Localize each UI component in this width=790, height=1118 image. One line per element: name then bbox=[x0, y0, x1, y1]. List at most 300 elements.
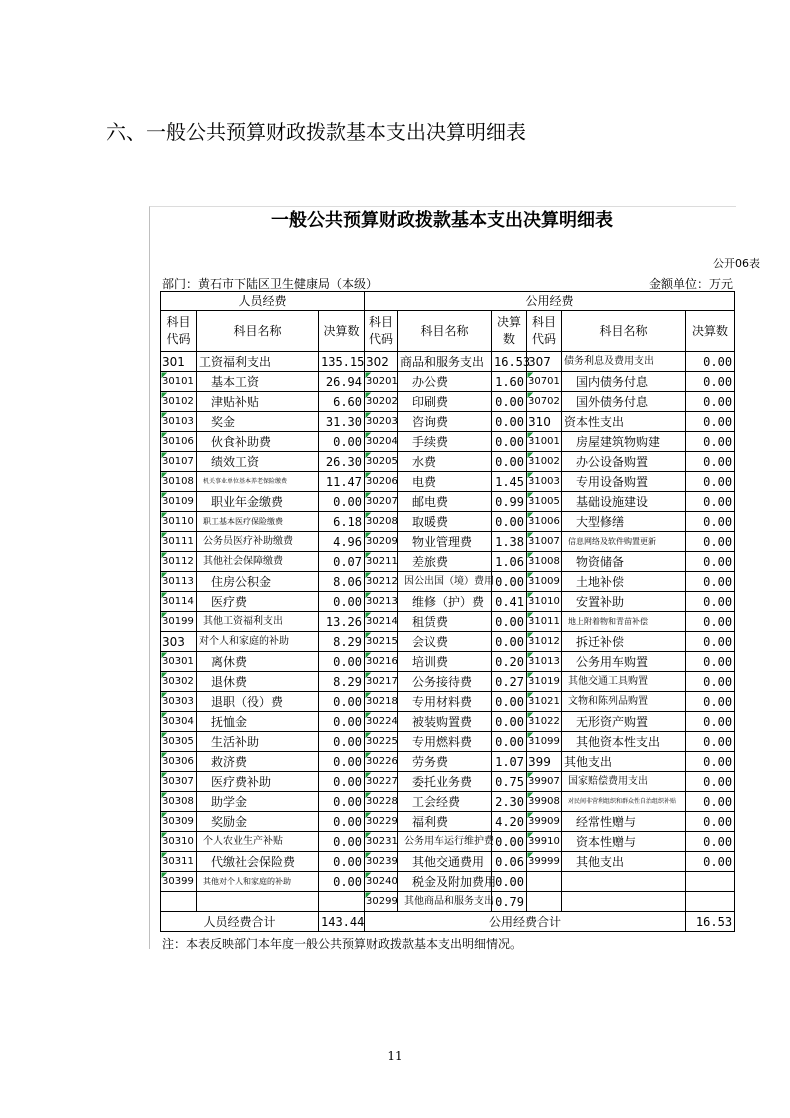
table-row bbox=[161, 412, 735, 432]
personnel-total-amount: 143.44 bbox=[319, 912, 365, 932]
amount-cell: 0.00 bbox=[686, 712, 735, 732]
personnel-total-label: 人员经费合计 bbox=[161, 912, 319, 932]
amount-cell: 1.60 bbox=[492, 372, 527, 392]
code-cell: 30203 bbox=[365, 412, 398, 432]
name-cell bbox=[562, 892, 686, 912]
amount-cell: 0.00 bbox=[686, 652, 735, 672]
totals-row bbox=[161, 912, 735, 932]
amount-cell: 1.38 bbox=[492, 532, 527, 552]
name-cell: 其他商品和服务支出 bbox=[398, 892, 492, 912]
name-cell: 信息网络及软件购置更新 bbox=[562, 532, 686, 552]
table-row bbox=[161, 532, 735, 552]
col-header-amount: 决算数 bbox=[686, 311, 735, 352]
name-cell: 代缴社会保险费 bbox=[197, 852, 319, 872]
table-row bbox=[161, 512, 735, 532]
amount-cell: 0.07 bbox=[319, 552, 365, 572]
amount-cell: 0.00 bbox=[492, 712, 527, 732]
department-label: 部门：黄石市下陆区卫生健康局（本级） bbox=[162, 277, 379, 291]
code-cell: 30311 bbox=[161, 852, 197, 872]
name-cell: 工会经费 bbox=[398, 792, 492, 812]
amount-cell: 0.00 bbox=[492, 872, 527, 892]
table-row bbox=[161, 572, 735, 592]
name-cell: 维修（护）费 bbox=[398, 592, 492, 612]
table-row bbox=[161, 712, 735, 732]
name-cell: 专用燃料费 bbox=[398, 732, 492, 752]
code-cell: 30217 bbox=[365, 672, 398, 692]
amount-cell: 0.00 bbox=[492, 692, 527, 712]
code-cell: 39999 bbox=[527, 852, 562, 872]
name-cell: 安置补助 bbox=[562, 592, 686, 612]
table-row bbox=[161, 732, 735, 752]
name-cell: 救济费 bbox=[197, 752, 319, 772]
table-note: 注：本表反映部门本年度一般公共预算财政拨款基本支出明细情况。 bbox=[162, 937, 523, 951]
code-cell: 30218 bbox=[365, 692, 398, 712]
amount-cell: 0.00 bbox=[319, 772, 365, 792]
amount-cell: 1.06 bbox=[492, 552, 527, 572]
amount-cell: 135.15 bbox=[319, 352, 365, 372]
code-cell: 301 bbox=[161, 352, 197, 372]
name-cell: 公务员医疗补助缴费 bbox=[197, 532, 319, 552]
amount-cell: 0.00 bbox=[686, 372, 735, 392]
name-cell: 税金及附加费用 bbox=[398, 872, 492, 892]
table-row bbox=[161, 752, 735, 772]
table-row bbox=[161, 772, 735, 792]
name-cell: 其他交通工具购置 bbox=[562, 672, 686, 692]
amount-cell: 0.00 bbox=[686, 412, 735, 432]
code-cell: 30215 bbox=[365, 632, 398, 652]
name-cell: 手续费 bbox=[398, 432, 492, 452]
amount-cell: 0.00 bbox=[319, 872, 365, 892]
amount-cell: 26.94 bbox=[319, 372, 365, 392]
amount-cell: 0.00 bbox=[492, 832, 527, 852]
name-cell: 医疗费补助 bbox=[197, 772, 319, 792]
amount-cell: 0.00 bbox=[492, 452, 527, 472]
name-cell: 物资储备 bbox=[562, 552, 686, 572]
name-cell: 个人农业生产补贴 bbox=[197, 832, 319, 852]
table-row bbox=[161, 672, 735, 692]
name-cell: 公务用车购置 bbox=[562, 652, 686, 672]
col-header-amount: 决算数 bbox=[492, 311, 527, 352]
name-cell: 其他对个人和家庭的补助 bbox=[197, 872, 319, 892]
name-cell: 物业管理费 bbox=[398, 532, 492, 552]
col-header-name: 科目名称 bbox=[197, 311, 319, 352]
name-cell: 租赁费 bbox=[398, 612, 492, 632]
name-cell: 办公设备购置 bbox=[562, 452, 686, 472]
amount-cell: 13.26 bbox=[319, 612, 365, 632]
name-cell: 因公出国（境）费用 bbox=[398, 572, 492, 592]
table-row bbox=[161, 492, 735, 512]
amount-cell: 0.00 bbox=[686, 532, 735, 552]
code-cell: 30216 bbox=[365, 652, 398, 672]
code-cell: 30205 bbox=[365, 452, 398, 472]
code-cell: 30240 bbox=[365, 872, 398, 892]
code-cell: 31001 bbox=[527, 432, 562, 452]
amount-cell: 0.00 bbox=[686, 612, 735, 632]
amount-cell: 0.00 bbox=[686, 792, 735, 812]
code-cell: 30207 bbox=[365, 492, 398, 512]
table-row bbox=[161, 592, 735, 612]
code-cell: 31002 bbox=[527, 452, 562, 472]
code-cell: 39908 bbox=[527, 792, 562, 812]
code-cell: 30112 bbox=[161, 552, 197, 572]
expenditure-table bbox=[160, 291, 735, 932]
name-cell: 奖金 bbox=[197, 412, 319, 432]
name-cell: 其他支出 bbox=[562, 852, 686, 872]
code-cell bbox=[527, 892, 562, 912]
code-cell: 39907 bbox=[527, 772, 562, 792]
public-total-amount: 16.53 bbox=[686, 912, 735, 932]
amount-cell: 0.00 bbox=[686, 472, 735, 492]
name-cell: 差旅费 bbox=[398, 552, 492, 572]
name-cell: 抚恤金 bbox=[197, 712, 319, 732]
table-row bbox=[161, 832, 735, 852]
col-header-code: 科目代码 bbox=[527, 311, 562, 352]
group-header-personnel: 人员经费 bbox=[161, 292, 365, 311]
code-cell: 30226 bbox=[365, 752, 398, 772]
name-cell: 无形资产购置 bbox=[562, 712, 686, 732]
code-cell: 30201 bbox=[365, 372, 398, 392]
amount-cell: 0.00 bbox=[492, 392, 527, 412]
amount-cell: 0.00 bbox=[319, 752, 365, 772]
code-cell: 30306 bbox=[161, 752, 197, 772]
amount-cell: 0.06 bbox=[492, 852, 527, 872]
name-cell: 其他资本性支出 bbox=[562, 732, 686, 752]
amount-cell: 0.00 bbox=[492, 432, 527, 452]
code-cell: 30309 bbox=[161, 812, 197, 832]
name-cell: 职工基本医疗保险缴费 bbox=[197, 512, 319, 532]
code-cell: 30310 bbox=[161, 832, 197, 852]
code-cell: 30114 bbox=[161, 592, 197, 612]
code-cell: 31012 bbox=[527, 632, 562, 652]
amount-cell: 0.00 bbox=[492, 412, 527, 432]
code-cell: 30113 bbox=[161, 572, 197, 592]
code-cell: 31007 bbox=[527, 532, 562, 552]
code-cell: 30111 bbox=[161, 532, 197, 552]
table-row bbox=[161, 812, 735, 832]
name-cell: 经常性赠与 bbox=[562, 812, 686, 832]
name-cell: 其他支出 bbox=[562, 752, 686, 772]
amount-cell: 0.00 bbox=[319, 832, 365, 852]
amount-cell: 0.00 bbox=[492, 612, 527, 632]
unit-label: 金额单位：万元 bbox=[648, 277, 733, 291]
amount-cell: 0.99 bbox=[492, 492, 527, 512]
amount-cell: 0.00 bbox=[319, 732, 365, 752]
name-cell: 基本工资 bbox=[197, 372, 319, 392]
code-cell: 30102 bbox=[161, 392, 197, 412]
code-cell: 30304 bbox=[161, 712, 197, 732]
amount-cell: 0.00 bbox=[686, 852, 735, 872]
name-cell bbox=[197, 892, 319, 912]
amount-cell: 2.30 bbox=[492, 792, 527, 812]
col-header-name: 科目名称 bbox=[398, 311, 492, 352]
name-cell: 专用材料费 bbox=[398, 692, 492, 712]
code-cell: 30202 bbox=[365, 392, 398, 412]
amount-cell: 8.29 bbox=[319, 632, 365, 652]
name-cell: 退职（役）费 bbox=[197, 692, 319, 712]
name-cell: 国外债务付息 bbox=[562, 392, 686, 412]
amount-cell: 0.00 bbox=[686, 732, 735, 752]
name-cell: 商品和服务支出 bbox=[398, 352, 492, 372]
table-row bbox=[161, 632, 735, 652]
code-cell: 30302 bbox=[161, 672, 197, 692]
code-cell: 31011 bbox=[527, 612, 562, 632]
name-cell: 其他社会保障缴费 bbox=[197, 552, 319, 572]
name-cell: 离休费 bbox=[197, 652, 319, 672]
name-cell: 委托业务费 bbox=[398, 772, 492, 792]
amount-cell: 0.75 bbox=[492, 772, 527, 792]
name-cell: 文物和陈列品购置 bbox=[562, 692, 686, 712]
table-title: 一般公共预算财政拨款基本支出决算明细表 bbox=[271, 210, 613, 231]
name-cell: 国家赔偿费用支出 bbox=[562, 772, 686, 792]
name-cell: 其他交通费用 bbox=[398, 852, 492, 872]
code-cell: 31099 bbox=[527, 732, 562, 752]
name-cell: 退休费 bbox=[197, 672, 319, 692]
amount-cell: 0.00 bbox=[492, 732, 527, 752]
name-cell: 办公费 bbox=[398, 372, 492, 392]
amount-cell: 0.00 bbox=[686, 452, 735, 472]
code-cell: 30307 bbox=[161, 772, 197, 792]
amount-cell: 0.00 bbox=[686, 692, 735, 712]
code-cell: 30107 bbox=[161, 452, 197, 472]
amount-cell: 0.00 bbox=[319, 712, 365, 732]
table-row bbox=[161, 892, 735, 912]
amount-cell: 0.00 bbox=[686, 772, 735, 792]
code-cell: 307 bbox=[527, 352, 562, 372]
code-cell: 30206 bbox=[365, 472, 398, 492]
name-cell: 专用设备购置 bbox=[562, 472, 686, 492]
group-header-public: 公用经费 bbox=[365, 292, 735, 311]
name-cell: 公务接待费 bbox=[398, 672, 492, 692]
name-cell: 绩效工资 bbox=[197, 452, 319, 472]
table-row bbox=[161, 372, 735, 392]
amount-cell: 0.00 bbox=[492, 572, 527, 592]
code-cell bbox=[527, 872, 562, 892]
name-cell: 土地补偿 bbox=[562, 572, 686, 592]
table-row bbox=[161, 432, 735, 452]
name-cell: 职业年金缴费 bbox=[197, 492, 319, 512]
name-cell: 被装购置费 bbox=[398, 712, 492, 732]
code-cell: 30211 bbox=[365, 552, 398, 572]
amount-cell: 6.60 bbox=[319, 392, 365, 412]
name-cell: 基础设施建设 bbox=[562, 492, 686, 512]
amount-cell: 0.00 bbox=[686, 552, 735, 572]
amount-cell: 0.00 bbox=[686, 432, 735, 452]
code-cell: 30225 bbox=[365, 732, 398, 752]
table-row bbox=[161, 792, 735, 812]
page-number: 11 bbox=[387, 1049, 403, 1063]
table-row bbox=[161, 552, 735, 572]
code-cell: 31022 bbox=[527, 712, 562, 732]
amount-cell: 0.00 bbox=[686, 812, 735, 832]
name-cell: 其他工资福利支出 bbox=[197, 612, 319, 632]
name-cell: 劳务费 bbox=[398, 752, 492, 772]
table-row bbox=[161, 692, 735, 712]
col-header-code: 科目代码 bbox=[161, 311, 197, 352]
amount-cell: 0.00 bbox=[686, 512, 735, 532]
name-cell: 国内债务付息 bbox=[562, 372, 686, 392]
name-cell: 地上附着物和青苗补偿 bbox=[562, 612, 686, 632]
name-cell: 奖励金 bbox=[197, 812, 319, 832]
code-cell: 302 bbox=[365, 352, 398, 372]
amount-cell: 0.20 bbox=[492, 652, 527, 672]
code-cell: 30224 bbox=[365, 712, 398, 732]
name-cell: 资本性赠与 bbox=[562, 832, 686, 852]
code-cell: 30228 bbox=[365, 792, 398, 812]
code-cell: 30231 bbox=[365, 832, 398, 852]
name-cell: 咨询费 bbox=[398, 412, 492, 432]
code-cell: 31005 bbox=[527, 492, 562, 512]
name-cell: 公务用车运行维护费 bbox=[398, 832, 492, 852]
code-cell: 30301 bbox=[161, 652, 197, 672]
public-total-label: 公用经费合计 bbox=[365, 912, 686, 932]
code-cell: 30109 bbox=[161, 492, 197, 512]
code-cell: 31009 bbox=[527, 572, 562, 592]
amount-cell: 0.00 bbox=[319, 812, 365, 832]
col-header-name: 科目名称 bbox=[562, 311, 686, 352]
table-row bbox=[161, 872, 735, 892]
amount-cell: 0.00 bbox=[686, 672, 735, 692]
amount-cell: 4.20 bbox=[492, 812, 527, 832]
code-cell: 31013 bbox=[527, 652, 562, 672]
name-cell: 拆迁补偿 bbox=[562, 632, 686, 652]
name-cell: 住房公积金 bbox=[197, 572, 319, 592]
name-cell: 债务利息及费用支出 bbox=[562, 352, 686, 372]
code-cell: 31003 bbox=[527, 472, 562, 492]
code-cell: 30208 bbox=[365, 512, 398, 532]
code-cell: 31006 bbox=[527, 512, 562, 532]
code-cell: 399 bbox=[527, 752, 562, 772]
amount-cell: 0.79 bbox=[492, 892, 527, 912]
amount-cell: 1.45 bbox=[492, 472, 527, 492]
name-cell: 工资福利支出 bbox=[197, 352, 319, 372]
name-cell: 大型修缮 bbox=[562, 512, 686, 532]
amount-cell: 0.00 bbox=[319, 432, 365, 452]
code-cell: 31019 bbox=[527, 672, 562, 692]
code-cell: 31010 bbox=[527, 592, 562, 612]
code-cell: 30229 bbox=[365, 812, 398, 832]
amount-cell: 0.00 bbox=[319, 692, 365, 712]
code-cell bbox=[161, 892, 197, 912]
code-cell: 39909 bbox=[527, 812, 562, 832]
name-cell: 津贴补贴 bbox=[197, 392, 319, 412]
amount-cell: 6.18 bbox=[319, 512, 365, 532]
table-row bbox=[161, 352, 735, 372]
col-header-amount: 决算数 bbox=[319, 311, 365, 352]
amount-cell: 0.00 bbox=[686, 492, 735, 512]
amount-cell bbox=[319, 892, 365, 912]
code-cell: 30239 bbox=[365, 852, 398, 872]
name-cell: 机关事业单位基本养老保险缴费 bbox=[197, 472, 319, 492]
name-cell: 福利费 bbox=[398, 812, 492, 832]
amount-cell: 0.00 bbox=[686, 592, 735, 612]
amount-cell: 0.00 bbox=[492, 632, 527, 652]
code-cell: 30299 bbox=[365, 892, 398, 912]
code-cell: 39910 bbox=[527, 832, 562, 852]
code-cell: 30308 bbox=[161, 792, 197, 812]
table-number: 公开06表 bbox=[713, 257, 760, 270]
code-cell: 30702 bbox=[527, 392, 562, 412]
name-cell: 助学金 bbox=[197, 792, 319, 812]
code-cell: 303 bbox=[161, 632, 197, 652]
code-cell: 30204 bbox=[365, 432, 398, 452]
name-cell: 培训费 bbox=[398, 652, 492, 672]
name-cell: 资本性支出 bbox=[562, 412, 686, 432]
amount-cell: 0.00 bbox=[492, 512, 527, 532]
amount-cell: 0.00 bbox=[686, 632, 735, 652]
name-cell: 医疗费 bbox=[197, 592, 319, 612]
code-cell: 30213 bbox=[365, 592, 398, 612]
amount-cell: 8.29 bbox=[319, 672, 365, 692]
code-cell: 30227 bbox=[365, 772, 398, 792]
code-cell: 30101 bbox=[161, 372, 197, 392]
section-heading: 六、一般公共预算财政拨款基本支出决算明细表 bbox=[106, 120, 526, 144]
amount-cell: 31.30 bbox=[319, 412, 365, 432]
amount-cell: 0.27 bbox=[492, 672, 527, 692]
amount-cell: 16.53 bbox=[492, 352, 527, 372]
amount-cell: 0.00 bbox=[686, 832, 735, 852]
column-header-row bbox=[161, 311, 735, 352]
code-cell: 30305 bbox=[161, 732, 197, 752]
table-row bbox=[161, 652, 735, 672]
name-cell: 对个人和家庭的补助 bbox=[197, 632, 319, 652]
amount-cell: 0.00 bbox=[686, 352, 735, 372]
code-cell: 31008 bbox=[527, 552, 562, 572]
amount-cell: 0.00 bbox=[319, 852, 365, 872]
code-cell: 30199 bbox=[161, 612, 197, 632]
table-row bbox=[161, 612, 735, 632]
name-cell: 取暖费 bbox=[398, 512, 492, 532]
amount-cell: 0.00 bbox=[319, 652, 365, 672]
code-cell: 30303 bbox=[161, 692, 197, 712]
name-cell: 印刷费 bbox=[398, 392, 492, 412]
table-row bbox=[161, 392, 735, 412]
name-cell: 对民间非营利组织和群众性自治组织补贴 bbox=[562, 792, 686, 812]
name-cell: 邮电费 bbox=[398, 492, 492, 512]
code-cell: 310 bbox=[527, 412, 562, 432]
table-row bbox=[161, 452, 735, 472]
code-cell: 31021 bbox=[527, 692, 562, 712]
name-cell: 生活补助 bbox=[197, 732, 319, 752]
code-cell: 30701 bbox=[527, 372, 562, 392]
amount-cell bbox=[686, 892, 735, 912]
table-row bbox=[161, 852, 735, 872]
amount-cell: 4.96 bbox=[319, 532, 365, 552]
name-cell: 房屋建筑物购建 bbox=[562, 432, 686, 452]
amount-cell: 0.00 bbox=[686, 392, 735, 412]
code-cell: 30209 bbox=[365, 532, 398, 552]
col-header-code: 科目代码 bbox=[365, 311, 398, 352]
amount-cell: 0.00 bbox=[319, 492, 365, 512]
code-cell: 30214 bbox=[365, 612, 398, 632]
amount-cell: 26.30 bbox=[319, 452, 365, 472]
amount-cell bbox=[686, 872, 735, 892]
amount-cell: 0.00 bbox=[686, 752, 735, 772]
code-cell: 30103 bbox=[161, 412, 197, 432]
code-cell: 30110 bbox=[161, 512, 197, 532]
name-cell: 电费 bbox=[398, 472, 492, 492]
amount-cell: 0.00 bbox=[319, 792, 365, 812]
amount-cell: 11.47 bbox=[319, 472, 365, 492]
name-cell: 水费 bbox=[398, 452, 492, 472]
amount-cell: 0.00 bbox=[686, 572, 735, 592]
amount-cell: 0.41 bbox=[492, 592, 527, 612]
name-cell bbox=[562, 872, 686, 892]
amount-cell: 8.06 bbox=[319, 572, 365, 592]
code-cell: 30399 bbox=[161, 872, 197, 892]
code-cell: 30108 bbox=[161, 472, 197, 492]
code-cell: 30106 bbox=[161, 432, 197, 452]
name-cell: 会议费 bbox=[398, 632, 492, 652]
